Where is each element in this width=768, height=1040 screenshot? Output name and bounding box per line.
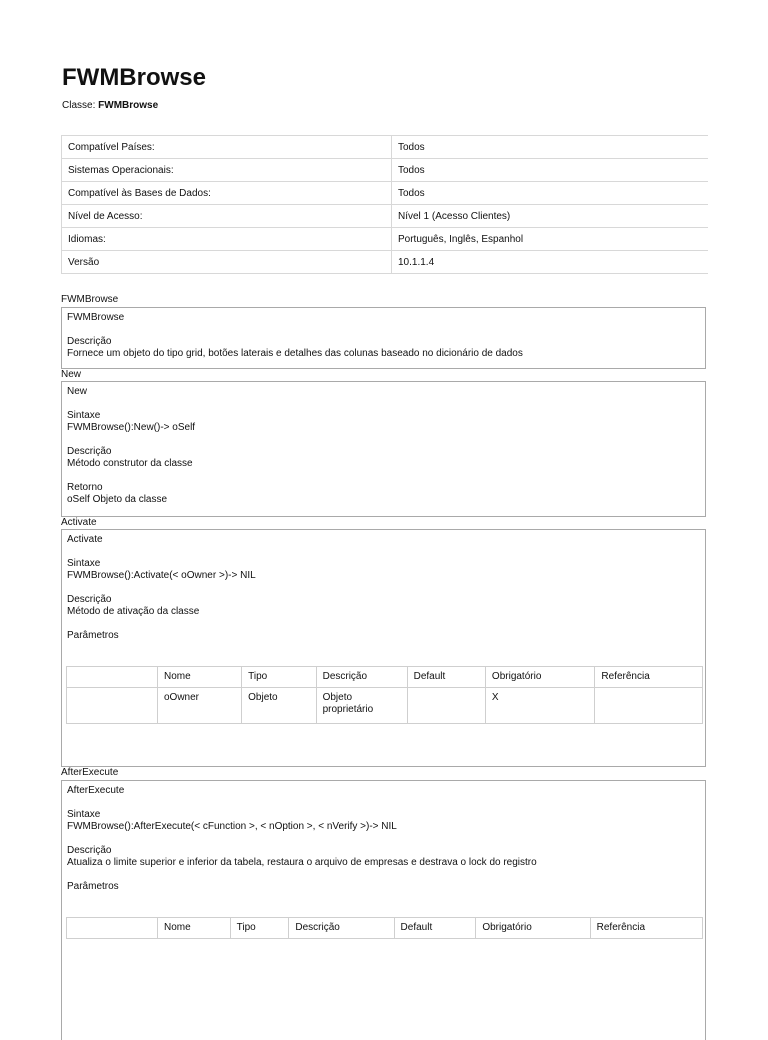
header-cell: Tipo	[230, 918, 289, 939]
description-text: Método de ativação da classe	[67, 606, 200, 617]
section-label-afterexecute: AfterExecute	[61, 767, 119, 778]
syntax-label: Sintaxe	[67, 558, 101, 569]
parameters-label: Parâmetros	[67, 630, 119, 641]
return-label: Retorno	[67, 482, 103, 493]
meta-value: Nível 1 (Acesso Clientes)	[392, 205, 709, 228]
section-box-afterexecute	[61, 780, 706, 1040]
parameters-table	[66, 917, 703, 939]
syntax-text: FWMBrowse():Activate(< oOwner >)-> NIL	[67, 570, 256, 581]
syntax-text: FWMBrowse():AfterExecute(< cFunction >, < nOption >, < nVerify >)-> NIL	[67, 821, 397, 832]
table-row	[62, 159, 709, 182]
page-title: FWMBrowse	[62, 64, 206, 91]
description-label: Descrição	[67, 336, 112, 347]
section-box-new	[61, 381, 706, 517]
param-name: oOwner	[158, 688, 242, 724]
header-cell: Referência	[595, 667, 703, 688]
meta-label: Versão	[62, 251, 392, 274]
syntax-label: Sintaxe	[67, 410, 101, 421]
meta-value: Todos	[392, 159, 709, 182]
table-header-row	[67, 918, 703, 939]
compatibility-table	[61, 135, 708, 274]
header-cell: Obrigatório	[476, 918, 590, 939]
param-type: Objeto	[242, 688, 316, 724]
meta-value: 10.1.1.4	[392, 251, 709, 274]
section-name: FWMBrowse	[67, 312, 125, 323]
description-label: Descrição	[67, 845, 112, 856]
section-name: AfterExecute	[67, 785, 125, 796]
meta-label: Compatível Países:	[62, 136, 392, 159]
section-label-fwmbrowse: FWMBrowse	[61, 294, 119, 305]
param-reference	[595, 688, 703, 724]
description-text: Atualiza o limite superior e inferior da tabela, restaura o arquivo de empresas e destrava o lock do registro	[67, 857, 537, 868]
meta-label: Nível de Acesso:	[62, 205, 392, 228]
param-description: Objeto proprietário	[316, 688, 407, 724]
meta-label: Idiomas:	[62, 228, 392, 251]
syntax-text: FWMBrowse():New()-> oSelf	[67, 422, 196, 433]
return-text: oSelf Objeto da classe	[67, 494, 168, 505]
table-header-row	[67, 667, 703, 688]
table-row	[62, 228, 709, 251]
section-name: Activate	[67, 534, 103, 545]
section-box-fwmbrowse	[61, 307, 706, 369]
syntax-label: Sintaxe	[67, 809, 101, 820]
class-line	[62, 100, 158, 111]
header-cell: Descrição	[316, 667, 407, 688]
parameters-table	[66, 666, 703, 724]
meta-value: Português, Inglês, Espanhol	[392, 228, 709, 251]
header-cell: Obrigatório	[485, 667, 595, 688]
header-cell: Default	[407, 667, 485, 688]
description-text: Método construtor da classe	[67, 458, 193, 469]
table-row	[62, 136, 709, 159]
meta-label: Compatível às Bases de Dados:	[62, 182, 392, 205]
header-cell: Nome	[158, 667, 242, 688]
class-label: Classe:	[62, 100, 96, 111]
header-cell: Nome	[158, 918, 231, 939]
parameters-label: Parâmetros	[67, 881, 119, 892]
section-name: New	[67, 386, 88, 397]
meta-label: Sistemas Operacionais:	[62, 159, 392, 182]
section-label-new: New	[61, 369, 82, 380]
header-cell: Default	[394, 918, 476, 939]
description-label: Descrição	[67, 594, 112, 605]
section-box-activate	[61, 529, 706, 767]
param-default	[407, 688, 485, 724]
section-label-activate: Activate	[61, 517, 97, 528]
table-row	[67, 688, 703, 724]
description-label: Descrição	[67, 446, 112, 457]
param-required: X	[485, 688, 595, 724]
table-row	[62, 205, 709, 228]
table-row	[62, 251, 709, 274]
table-row	[62, 182, 709, 205]
meta-value: Todos	[392, 136, 709, 159]
class-value: FWMBrowse	[98, 100, 159, 111]
description-text: Fornece um objeto do tipo grid, botões laterais e detalhes das colunas baseado no dicionário de dados	[67, 348, 523, 359]
meta-value: Todos	[392, 182, 709, 205]
header-cell: Tipo	[242, 667, 316, 688]
header-cell: Referência	[590, 918, 702, 939]
header-cell: Descrição	[289, 918, 394, 939]
